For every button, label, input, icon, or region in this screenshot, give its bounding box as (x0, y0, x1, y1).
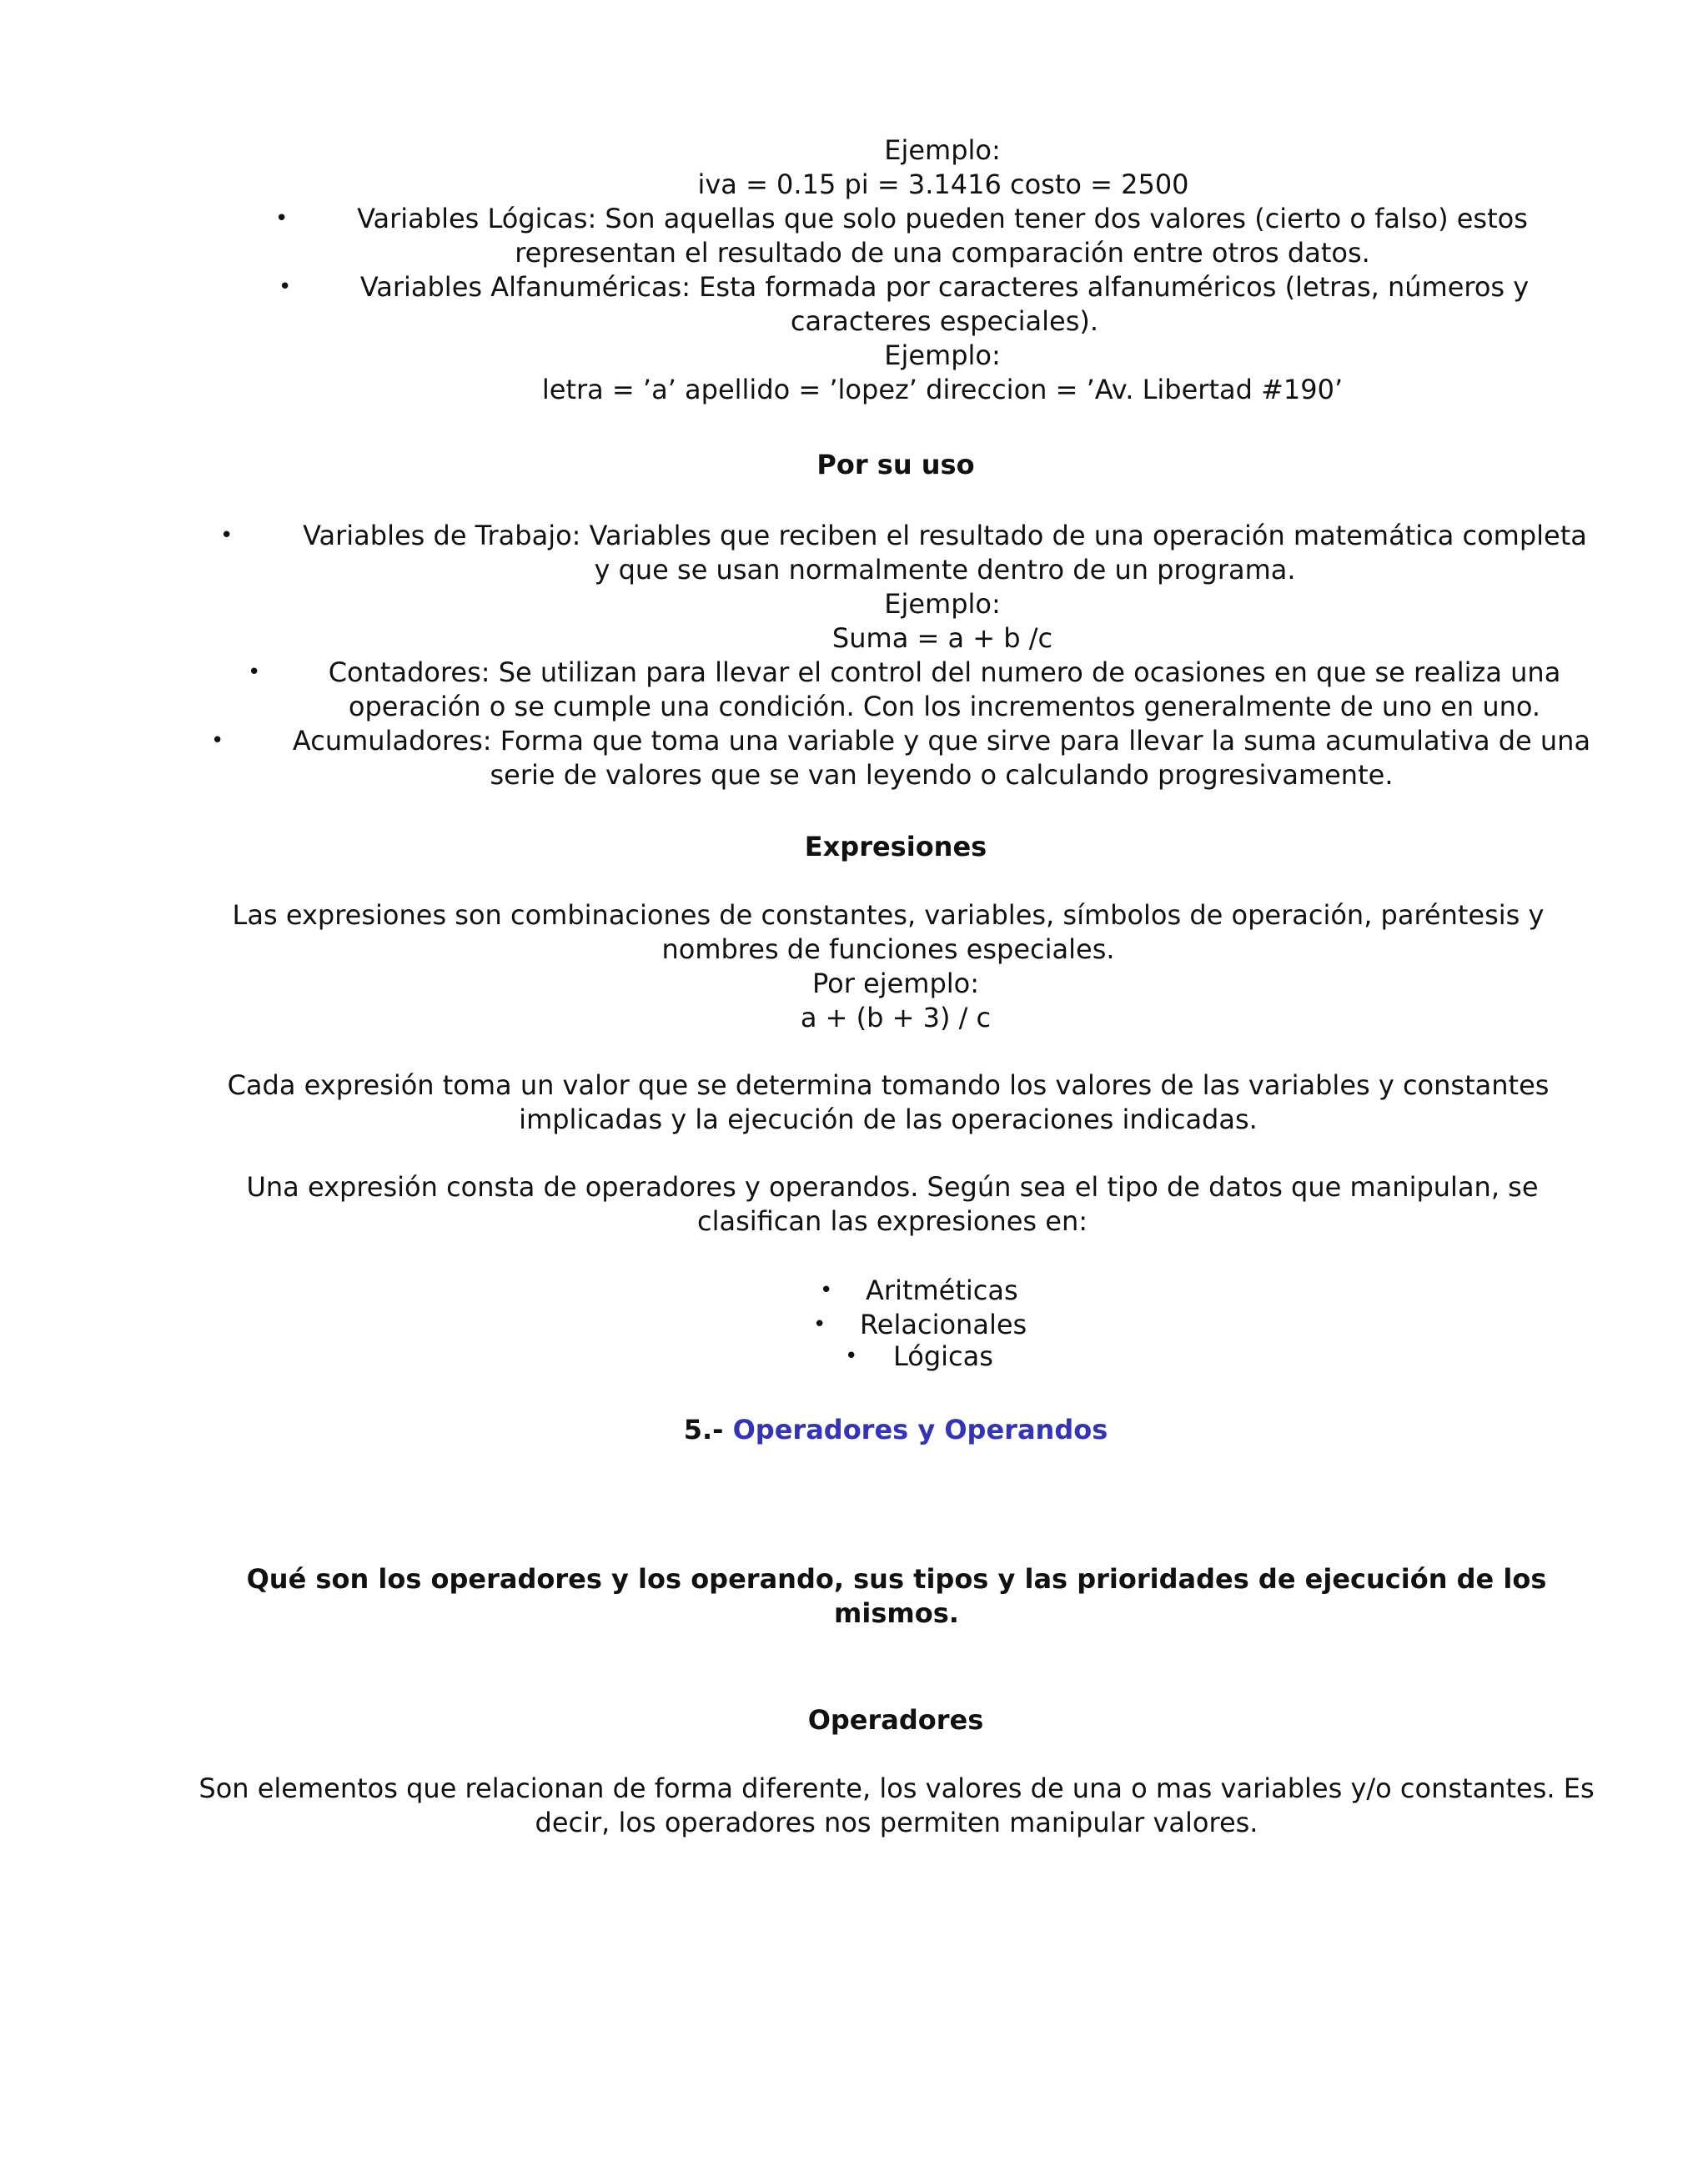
question-line-2: mismos. (834, 1597, 959, 1629)
expresion-type-item: Relacionales (860, 1309, 1027, 1340)
example-label: Ejemplo: (884, 134, 1001, 166)
acum-line-1: Acumuladores: Forma que toma una variable y que sirve para llevar la suma acumulativa de una (292, 725, 1591, 757)
bullet-icon: • (813, 1312, 826, 1337)
trabajo-example: Suma = a + b /c (831, 622, 1053, 654)
expresiones-p1-line-1: Las expresiones son combinaciones de constantes, variables, símbolos de operación, paréntesis y (232, 899, 1545, 931)
expresiones-p3-line-2: clasifican las expresiones en: (696, 1205, 1088, 1237)
bullet-icon: • (211, 728, 224, 753)
expresiones-p1-line-2: nombres de funciones especiales. (661, 933, 1115, 965)
expresion-type-item: Aritméticas (866, 1275, 1018, 1306)
expresiones-p2-line-1: Cada expresión toma un valor que se determina tomando los valores de las variables y constantes (227, 1069, 1550, 1101)
expresiones-example-label: Por ejemplo: (811, 968, 980, 999)
contadores-line-1: Contadores: Se utilizan para llevar el control del numero de ocasiones en que se realiza una (328, 656, 1561, 688)
bullet-icon: • (820, 1278, 833, 1303)
bullet-icon: • (275, 206, 289, 231)
expresiones-example: a + (b + 3) / c (800, 1002, 992, 1033)
acum-line-2: serie de valores que se van leyendo o calculando progresivamente. (490, 759, 1394, 791)
expresiones-p3-line-1: Una expresión consta de operadores y operandos. Según sea el tipo de datos que manipulan, se (246, 1171, 1539, 1203)
bullet-icon: • (248, 660, 261, 685)
bullet-icon: • (845, 1344, 858, 1369)
bullet-icon: • (279, 274, 292, 299)
contadores-line-2: operación o se cumple una condición. Con los incrementos generalmente de uno en uno. (348, 691, 1541, 722)
example-line: iva = 0.15 pi = 3.1416 costo = 2500 (697, 168, 1189, 200)
alfa-example: letra = ’a’ apellido = ’lopez’ direccion = ’Av. Libertad #190’ (541, 374, 1344, 405)
uso-heading: Por su uso (816, 449, 975, 480)
bullet-icon: • (220, 523, 234, 548)
operadores-heading: Operadores (807, 1704, 984, 1736)
section-5-title (0, 1413, 1708, 1447)
logicas-line-2: representan el resultado de una comparación entre otros datos. (515, 237, 1370, 269)
expresiones-p2-line-2: implicadas y la ejecución de las operaciones indicadas. (519, 1104, 1258, 1135)
expresiones-heading: Expresiones (804, 831, 987, 862)
expresion-type-item: Lógicas (893, 1340, 993, 1372)
operadores-line-1: Son elementos que relacionan de forma diferente, los valores de una o mas variables y/o constantes. Es (198, 1772, 1595, 1804)
alfa-line-1: Variables Alfanuméricas: Esta formada por caracteres alfanuméricos (letras, números y (359, 271, 1530, 303)
operadores-line-2: decir, los operadores nos permiten manipular valores. (535, 1807, 1258, 1838)
question-line-1: Qué son los operadores y los operando, sus tipos y las prioridades de ejecución de los (246, 1563, 1547, 1595)
section-title-link[interactable]: Operadores y Operandos (732, 1414, 1108, 1445)
logicas-line-1: Variables Lógicas: Son aquellas que solo pueden tener dos valores (cierto o falso) estos (357, 203, 1528, 234)
trabajo-example-label: Ejemplo: (884, 588, 1001, 620)
trabajo-line-2: y que se usan normalmente dentro de un programa. (594, 554, 1296, 586)
trabajo-line-1: Variables de Trabajo: Variables que reciben el resultado de una operación matemática completa (303, 520, 1587, 551)
section-number: 5.- (683, 1414, 724, 1445)
alfa-example-label: Ejemplo: (884, 339, 1001, 371)
alfa-line-2: caracteres especiales). (790, 305, 1099, 337)
